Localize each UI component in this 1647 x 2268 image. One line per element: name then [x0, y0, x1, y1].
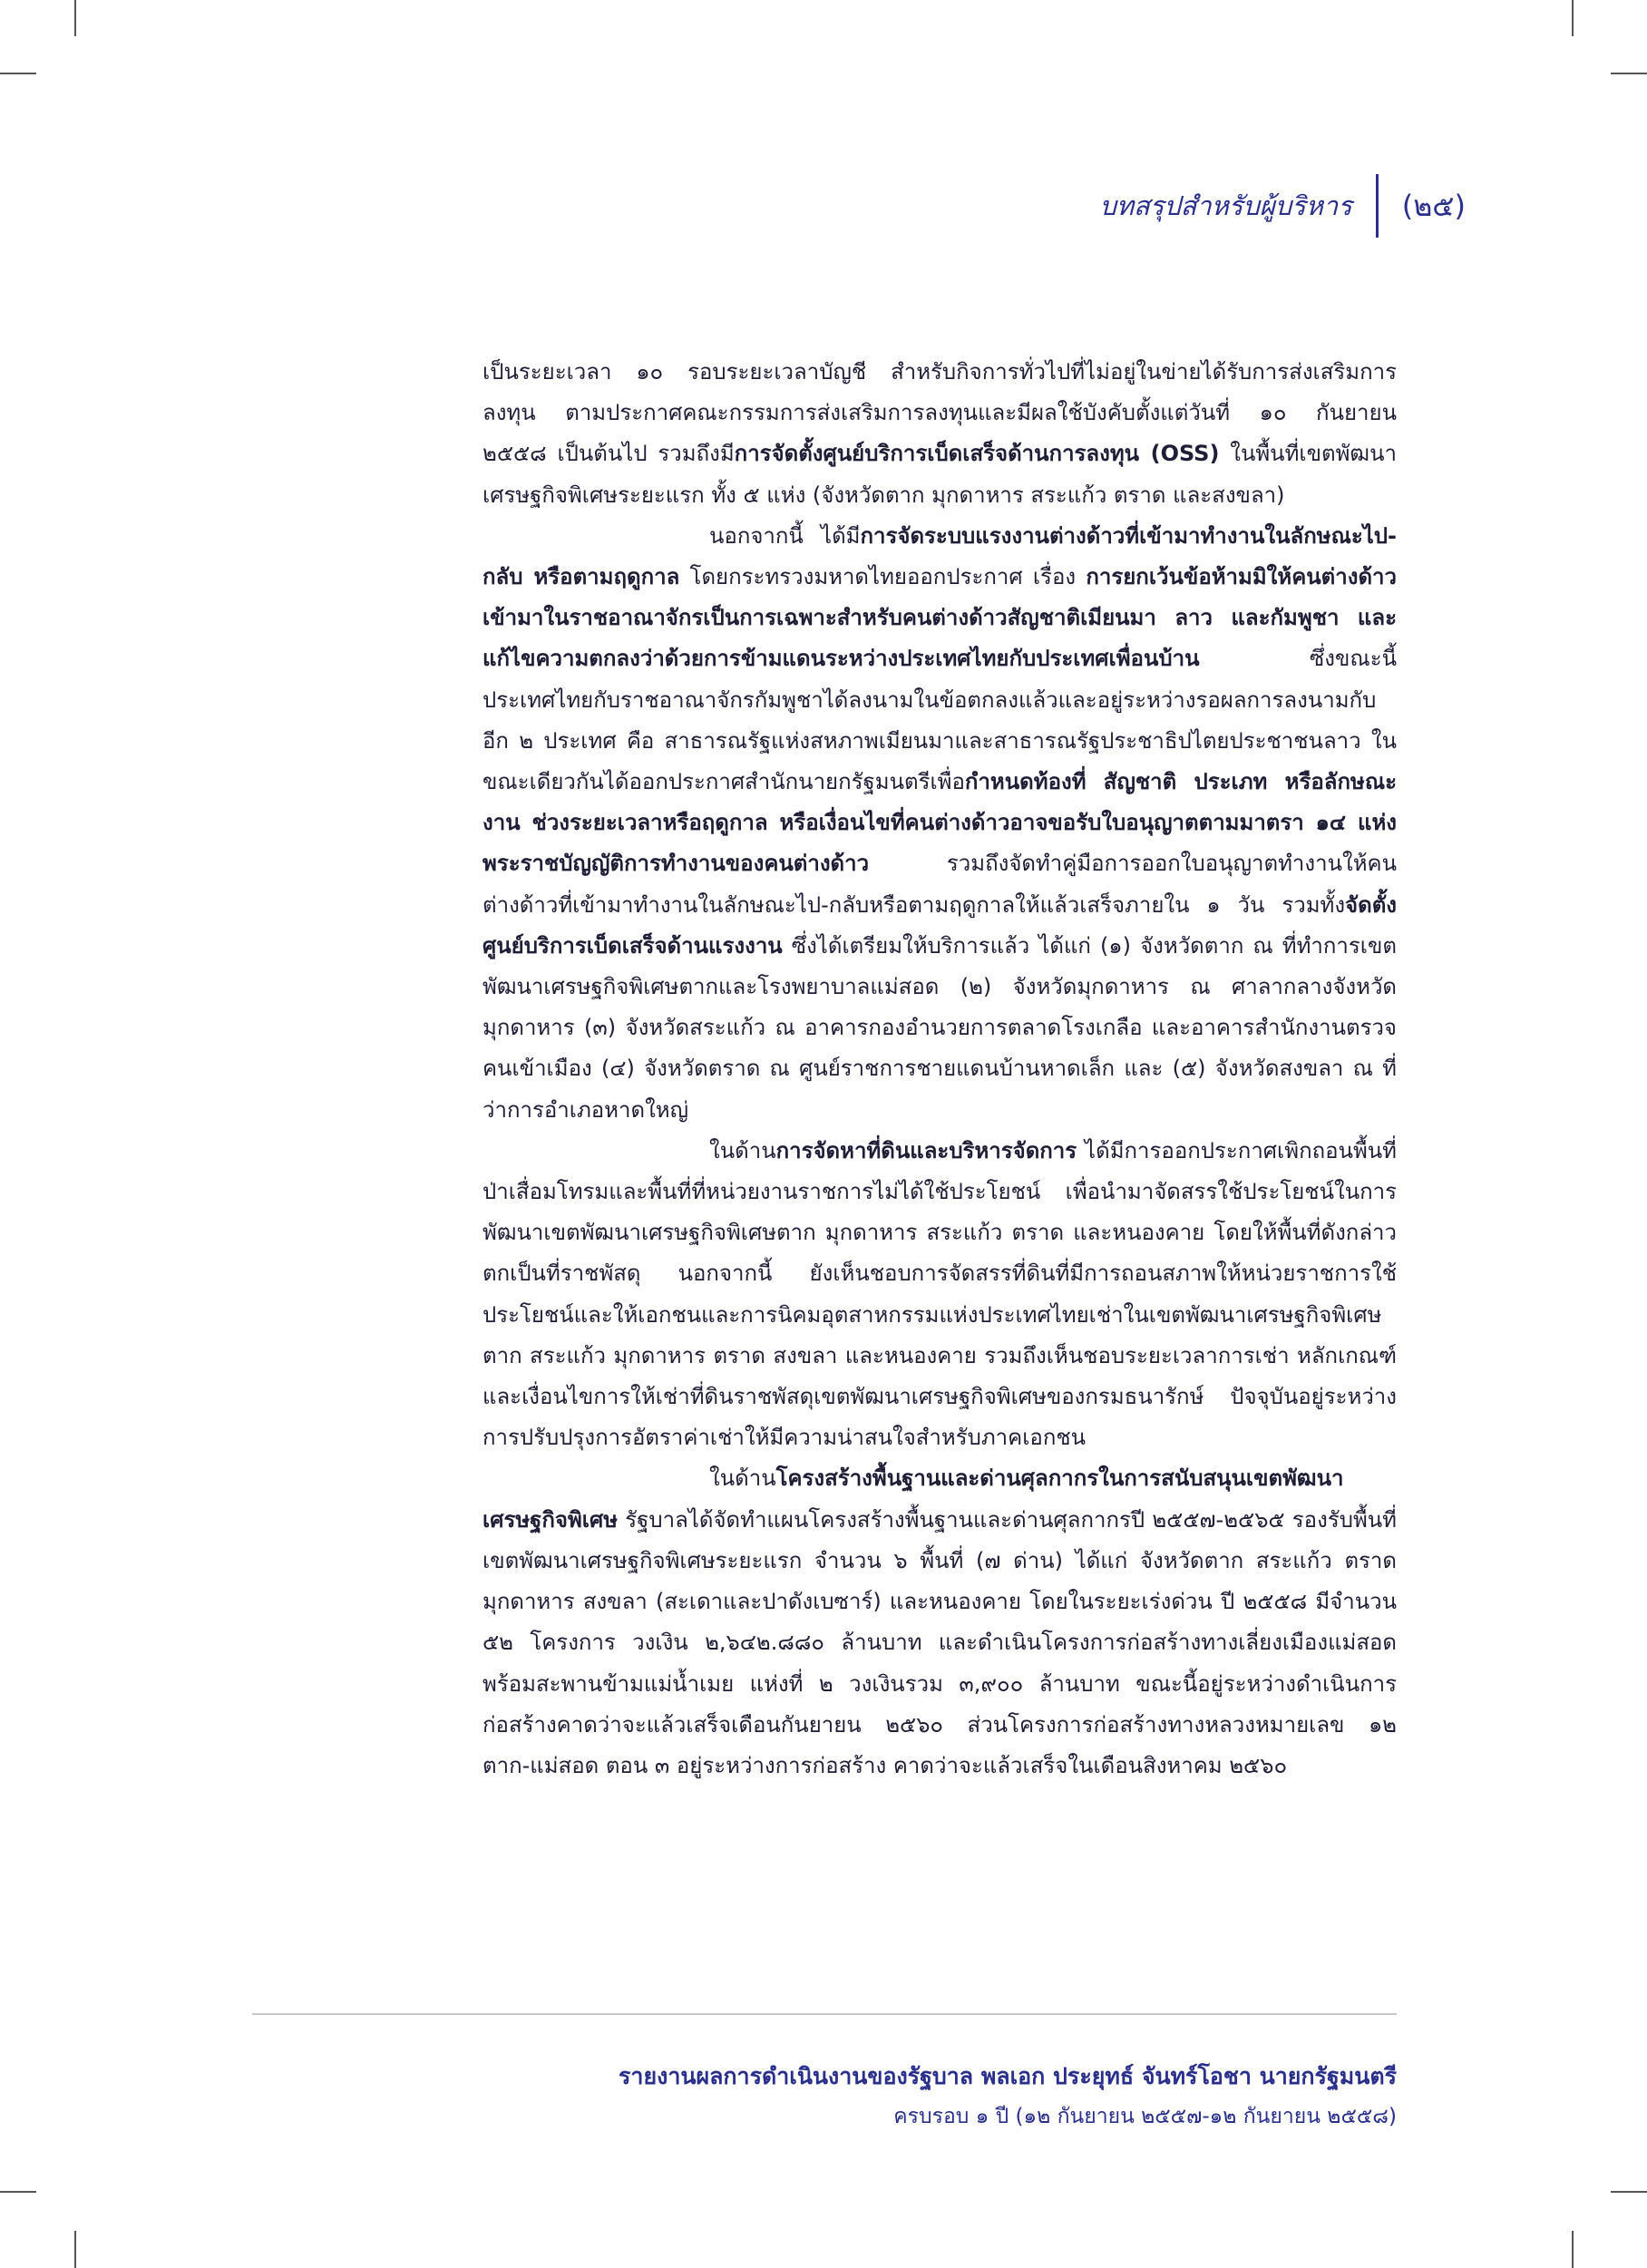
report-title: รายงานผลการดำเนินงานของรัฐบาล พลเอก ประยุทธ์ จันทร์โอชา นายกรัฐมนตรี — [619, 2063, 1397, 2089]
crop-mark — [74, 0, 76, 36]
text-run: เป็นระยะเวลา ๑๐ รอบระยะเวลาบัญชี สำหรับกิจการทั่วไปที่ไม่อยู่ในข่ายได้รับการส่งเสริมการลงทุน ตามประกาศคณะกรรมการส่งเสริมการลงทุนและมีผลใช้บังคับตั้งแต่วันที่ ๑๐ กันยายน ๒๕๕๘ เป็นต้นไป รวมถึงมี — [482, 359, 1397, 467]
paragraph — [482, 352, 1397, 516]
running-header — [1099, 174, 1466, 238]
text-run: ในด้าน — [709, 1137, 776, 1163]
text-run: ในด้าน — [709, 1465, 776, 1492]
bold-text-run: โครงสร้างพื้นฐานและด่านศุลกากรในการสนับสนุนเขตพัฒนาเศรษฐกิจพิเศษ — [482, 1465, 1344, 1533]
bold-text-run: การจัดระบบแรงงานต่างด้าวที่เข้ามาทำงานในลักษณะไป-กลับ หรือตามฤดูกาล — [482, 522, 1397, 590]
crop-mark — [74, 2231, 76, 2268]
page-number: (๒๕) — [1401, 188, 1466, 223]
text-run: รัฐบาลได้จัดทำแผนโครงสร้างพื้นฐานและด่านศุลกากรปี ๒๕๕๗-๒๕๖๕ รองรับพื้นที่เขตพัฒนาเศรษฐกิจพิเศษระยะแรก จำนวน ๖ พื้นที่ (๗ ด่าน) ได้แก่ จังหวัดตาก สระแก้ว ตราด มุกดาหาร สงขลา (สะเดาและปาดังเบซาร์) และหนองคาย โดยในระยะเร่งด่วน ปี ๒๕๕๘ มีจำนวน ๕๒ โครงการ วงเงิน ๒,๖๔๒.๘๘๐ ล้านบาท และดำเนินโครงการก่อสร้างทางเลี่ยงเมืองแม่สอดพร้อมสะพานข้ามแม่น้ำเมย แห่งที่ ๒ วงเงินรวม ๓,๙๐๐ ล้านบาท ขณะนี้อยู่ระหว่างดำเนินการก่อสร้างคาดว่าจะแล้วเสร็จเดือนกันยายน ๒๕๖๐ ส่วนโครงการก่อสร้างทางหลวงหมายเลข ๑๒ ตาก-แม่สอด ตอน ๓ อยู่ระหว่างการก่อสร้าง คาดว่าจะแล้วเสร็จในเดือนสิงหาคม ๒๕๖๐ — [482, 1506, 1397, 1778]
text-run: ได้มีการออกประกาศเพิกถอนพื้นที่ป่าเสื่อมโทรมและพื้นที่ที่หน่วยงานราชการไม่ได้ใช้ประโยชน์ เพื่อนำมาจัดสรรใช้ประโยชน์ในการพัฒนาเขตพัฒนาเศรษฐกิจพิเศษตาก มุกดาหาร สระแก้ว ตราด และหนองคาย โดยให้พื้นที่ดังกล่าวตกเป็นที่ราชพัสดุ นอกจากนี้ ยังเห็นชอบการจัดสรรที่ดินที่มีการถอนสภาพให้หน่วยราชการใช้ประโยชน์และให้เอกชนและการนิคมอุตสาหกรรมแห่งประเทศไทยเช่าในเขตพัฒนาเศรษฐกิจพิเศษตาก สระแก้ว มุกดาหาร ตราด สงขลา และหนองคาย รวมถึงเห็นชอบระยะเวลาการเช่า หลักเกณฑ์ และเงื่อนไขการให้เช่าที่ดินราชพัสดุเขตพัฒนาเศรษฐกิจพิเศษของกรมธนารักษ์ ปัจจุบันอยู่ระหว่างการปรับปรุงการอัตราค่าเช่าให้มีความน่าสนใจสำหรับภาคเอกชน — [482, 1137, 1397, 1451]
text-run: ซึ่งได้เตรียมให้บริการแล้ว ได้แก่ (๑) จังหวัดตาก ณ ที่ทำการเขตพัฒนาเศรษฐกิจพิเศษตากและโรงพยาบาลแม่สอด (๒) จังหวัดมุกดาหาร ณ ศาลากลางจังหวัดมุกดาหาร (๓) จังหวัดสระแก้ว ณ อาคารกองอำนวยการตลาดโรงเกลือ และอาคารสำนักงานตรวจคนเข้าเมือง (๔) จังหวัดตราด ณ ศูนย์ราชการชายแดนบ้านหาดเล็ก และ (๕) จังหวัดสงขลา ณ ที่ว่าการอำเภอหาดใหญ่ — [482, 932, 1397, 1123]
body-text — [482, 352, 1397, 1786]
bold-text-run: การจัดหาที่ดินและบริหารจัดการ — [775, 1137, 1077, 1163]
header-divider — [1376, 174, 1379, 238]
text-run: ซึ่งขณะนี้ประเทศไทยกับราชอาณาจักรกัมพูชาได้ลงนามในข้อตกลงแล้วและอยู่ระหว่างรอผลการลงนามกับอีก ๒ ประเทศ คือ สาธารณรัฐแห่งสหภาพเมียนมาและสาธารณรัฐประชาธิปไตยประชาชนลาว ในขณะเดียวกันได้ออกประกาศสำนักนายกรัฐมนตรีเพื่อ — [482, 646, 1397, 795]
report-period: ครบรอบ ๑ ปี (๑๒ กันยายน ๒๕๕๗-๑๒ กันยายน ๒๕๕๘) — [893, 2105, 1397, 2128]
crop-mark — [1611, 73, 1647, 74]
crop-mark — [1611, 2191, 1647, 2193]
crop-mark — [0, 73, 36, 74]
bold-text-run: การจัดตั้งศูนย์บริการเบ็ดเสร็จด้านการลงทุน (OSS) — [734, 441, 1220, 467]
bold-text-run: การยกเว้นข้อห้ามมิให้คนต่างด้าวเข้ามาในราชอาณาจักรเป็นการเฉพาะสำหรับคนต่างด้าวสัญชาติเมียนมา ลาว และกัมพูชา และแก้ไขความตกลงว่าด้วยการข้ามแดนระหว่างประเทศไทยกับประเทศเพื่อนบ้าน — [482, 564, 1397, 672]
text-run: ในพื้นที่เขตพัฒนาเศรษฐกิจพิเศษระยะแรก ทั้ง ๕ แห่ง (จังหวัดตาก มุกดาหาร สระแก้ว ตราด และสงขลา) — [482, 441, 1397, 508]
text-run: รวมถึงจัดทำคู่มือการออกใบอนุญาตทำงานให้คนต่างด้าวที่เข้ามาทำงานในลักษณะไป-กลับหรือตามฤดูกาลให้แล้วเสร็จภายใน ๑ วัน รวมทั้ง — [482, 851, 1397, 918]
crop-mark — [0, 2191, 36, 2193]
footer-divider — [252, 2013, 1397, 2015]
bold-text-run: จัดตั้งศูนย์บริการเบ็ดเสร็จด้านแรงงาน — [482, 891, 1397, 959]
crop-mark — [1572, 0, 1574, 36]
paragraph — [482, 1131, 1397, 1459]
paragraph — [482, 1458, 1397, 1786]
text-run: นอกจากนี้ ได้มี — [709, 522, 861, 549]
crop-mark — [1572, 2231, 1574, 2268]
section-title: บทสรุปสำหรับผู้บริหาร — [1099, 190, 1352, 221]
paragraph — [482, 516, 1397, 1131]
bold-text-run: กำหนดท้องที่ สัญชาติ ประเภท หรือลักษณะงาน ช่วงระยะเวลาหรือฤดูกาล หรือเงื่อนไขที่คนต่างด้าวอาจขอรับใบอนุญาตตามมาตรา ๑๔ แห่งพระราชบัญญัติการทำงานของคนต่างด้าว — [482, 769, 1397, 877]
text-run: โดยกระทรวงมหาดไทยออกประกาศ เรื่อง — [679, 564, 1087, 590]
